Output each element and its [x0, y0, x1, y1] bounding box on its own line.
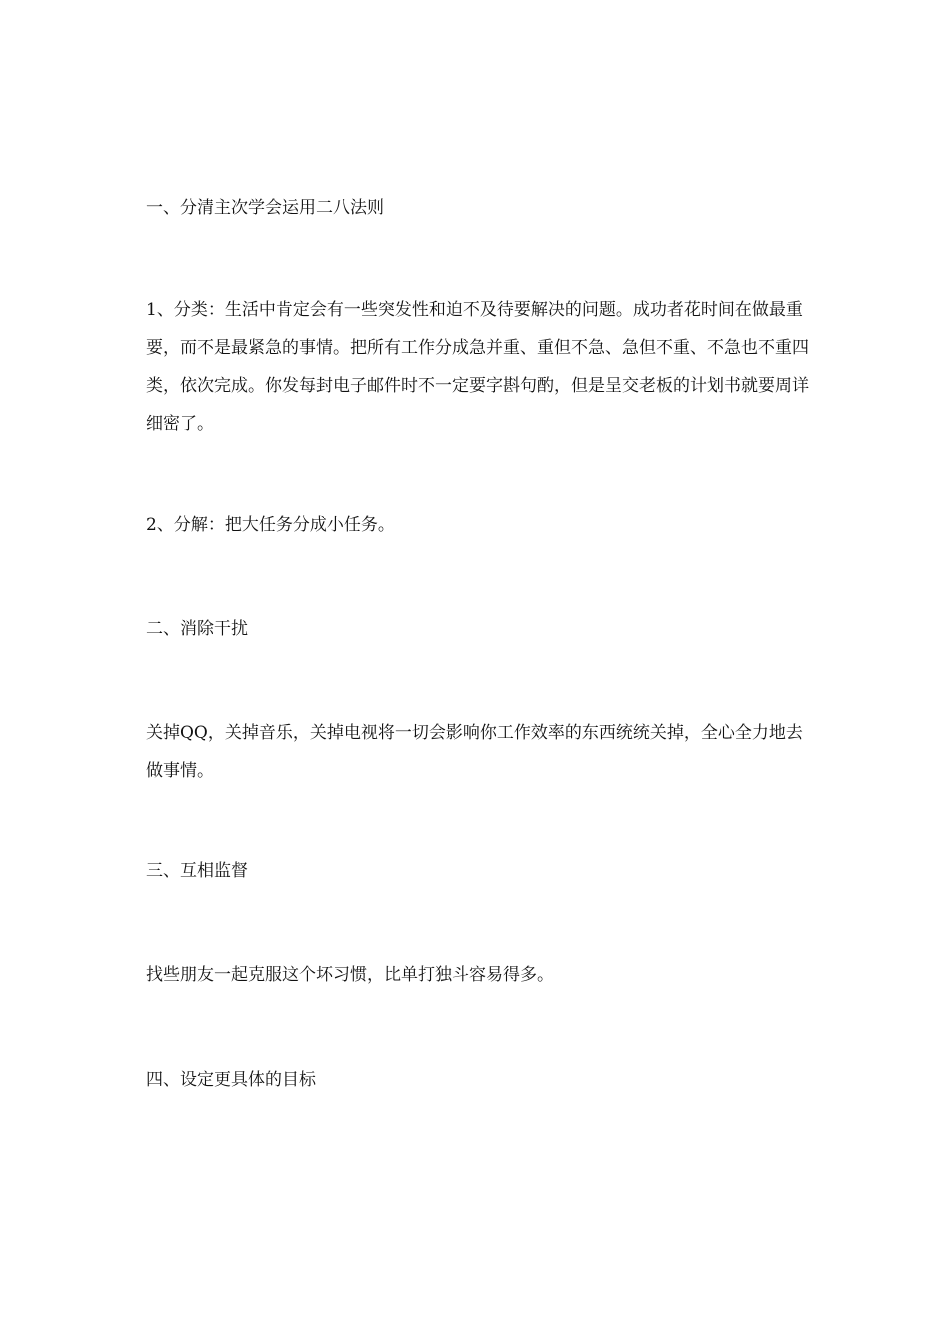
section4-heading: 四、设定更具体的目标 — [146, 1070, 316, 1090]
section1-heading: 一、分清主次学会运用二八法则 — [146, 198, 384, 218]
section3-body-paragraph: 找些朋友一起克服这个坏习惯，比单打独斗容易得多。 — [146, 965, 554, 985]
section1-item1-paragraph: 1、分类：生活中肯定会有一些突发性和迫不及待要解决的问题。成功者花时间在做最重要，而不是最紧急的事情。把所有工作分成急并重、重但不急、急但不重、不急也不重四类，依次完成。你发每封电子邮件时不一定要字斟句酌，但是呈交老板的计划书就要周详细密了。 — [146, 300, 809, 434]
section2-heading: 二、消除干扰 — [146, 619, 248, 639]
section3-heading: 三、互相监督 — [146, 861, 248, 881]
section1-item2-paragraph: 2、分解：把大任务分成小任务。 — [146, 515, 395, 535]
section2-body-paragraph: 关掉QQ，关掉音乐，关掉电视将一切会影响你工作效率的东西统统关掉，全心全力地去做事情。 — [146, 723, 803, 781]
